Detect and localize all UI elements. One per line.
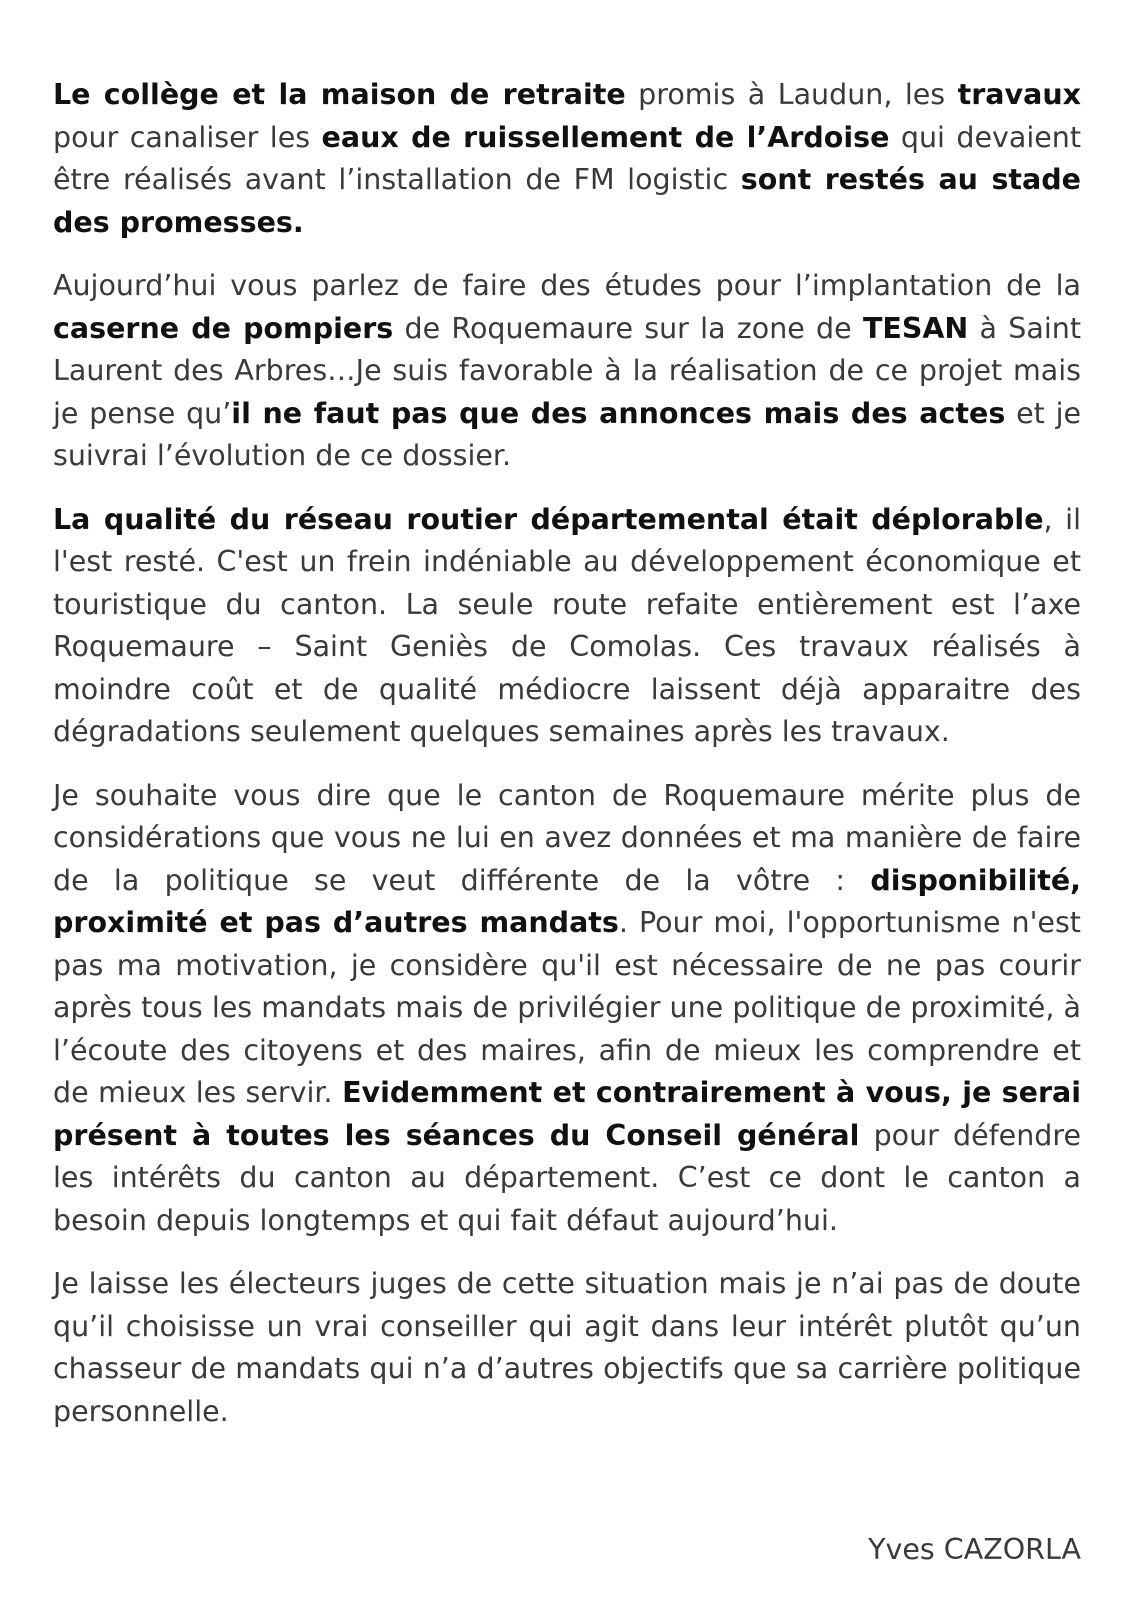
bold-text-segment: sont restés au stade des promesses. <box>53 163 1081 239</box>
bold-text-segment: travaux <box>957 78 1081 111</box>
paragraph <box>53 499 1081 754</box>
paragraph <box>53 74 1081 244</box>
bold-text-segment: TESAN <box>862 311 969 345</box>
bold-text-segment: Le collège et la maison de retraite <box>53 78 626 111</box>
text-segment: Je souhaite vous dire que le canton de Roquemaure mérite plus de considérations que vous ne lui en avez données et ma manière de faire de la politique se veut différente de la vôtre : <box>53 778 1081 897</box>
letter-body <box>53 74 1082 1566</box>
bold-text-segment: disponibilité, proximité et pas d’autres mandats <box>53 863 1081 939</box>
bold-text-segment: caserne de pompiers <box>53 311 394 345</box>
text-segment: et je suivrai l’évolution de ce dossier. <box>53 396 1082 472</box>
text-segment: de Roquemaure sur la zone de <box>393 311 863 345</box>
paragraph <box>53 265 1081 478</box>
paragraph <box>53 1263 1081 1433</box>
text-segment: pour défendre les intérêts du canton au département. C’est ce dont le canton a besoin depuis longtemps et qui fait défaut aujourd’hui. <box>53 1118 1081 1237</box>
text-segment: pour canaliser les <box>53 120 322 154</box>
text-segment: à Saint Laurent des Arbres…Je suis favorable à la réalisation de ce projet mais je pense qu’ <box>53 311 1081 430</box>
bold-text-segment: Evidemment et contrairement à vous, je serai présent à toutes les séances du Conseil général <box>53 1076 1081 1152</box>
text-segment: Aujourd’hui vous parlez de faire des études pour l’implantation de la <box>53 269 1081 302</box>
text-segment: , il l'est resté. C'est un frein indéniable au développement économique et touristique du canton. La seule route refaite entièrement est l’axe Roquemaure – Saint Geniès de Comolas. Ces travaux réalisés à moindre coût et de qualité médiocre laissent déjà apparaitre des dégradations seulement quelques semaines après les travaux. <box>53 502 1081 748</box>
paragraph-list <box>53 74 1081 1433</box>
paragraph <box>53 775 1081 1243</box>
text-segment: qui devaient être réalisés avant l’installation de FM logistic <box>53 120 1082 196</box>
text-segment: . Pour moi, l'opportunisme n'est pas ma motivation, je considère qu'il est nécessaire de ne pas courir après tous les mandats mais de privilégier une politique de proximité, à l’écoute des citoyens et des maires, afin de mieux les comprendre et de mieux les servir. <box>53 906 1081 1109</box>
bold-text-segment: La qualité du réseau routier départemental était déplorable <box>53 502 1044 536</box>
bold-text-segment: eaux de ruissellement de l’Ardoise <box>321 120 890 154</box>
text-segment: Je laisse les électeurs juges de cette situation mais je n’ai pas de doute qu’il choisisse un vrai conseiller qui agit dans leur intérêt plutôt qu’un chasseur de mandats qui n’a d’autres objectifs que sa carrière politique personnelle. <box>53 1267 1081 1428</box>
bold-text-segment: il ne faut pas que des annonces mais des actes <box>231 396 1006 430</box>
signature: Yves CAZORLA <box>868 1533 1081 1566</box>
text-segment: promis à Laudun, les <box>625 78 958 111</box>
